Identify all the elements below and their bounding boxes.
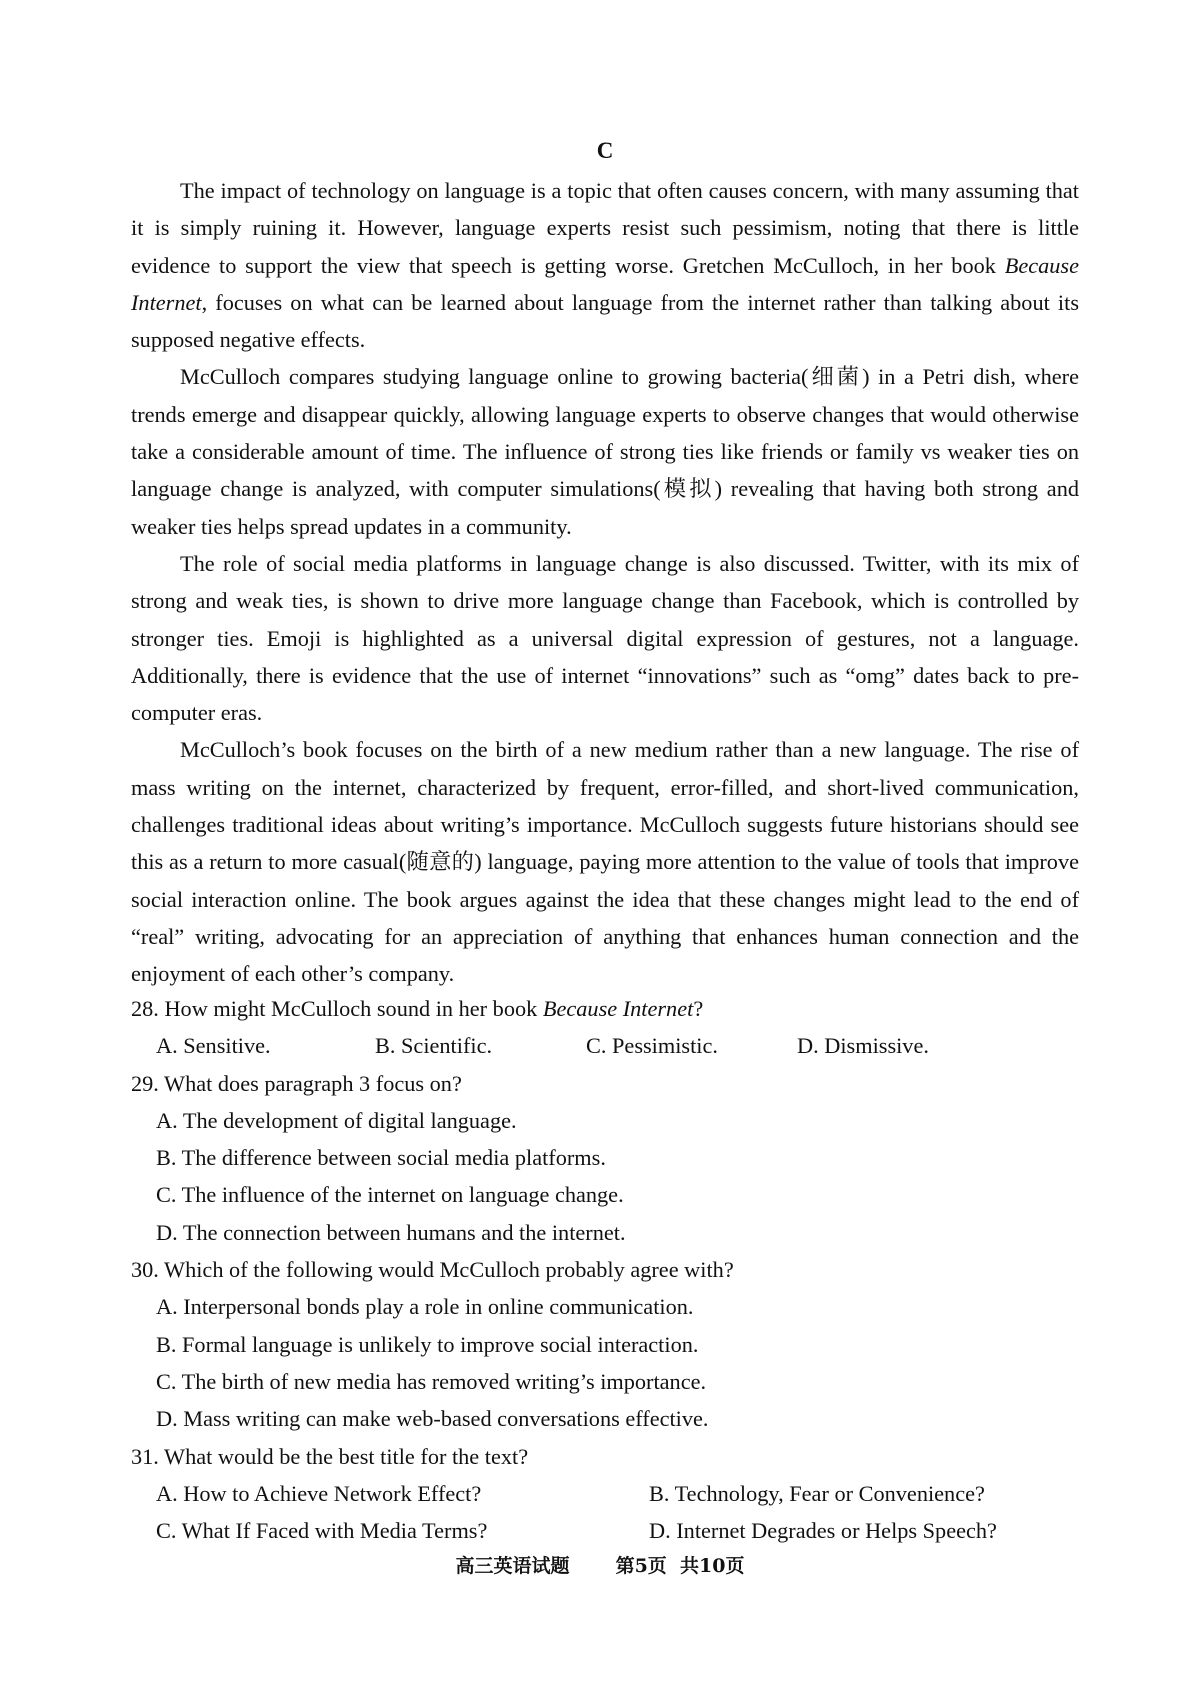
question-list — [131, 990, 1079, 1549]
question-29 — [131, 1065, 1079, 1251]
section-heading: C — [596, 138, 614, 163]
option-d[interactable]: D. Internet Degrades or Helps Speech? — [649, 1518, 997, 1544]
option-a[interactable]: A. Interpersonal bonds play a role in online communication. — [156, 1294, 694, 1320]
question-28-book-title: Because Internet — [542, 996, 694, 1021]
question-29-options — [131, 1102, 1079, 1251]
option-b[interactable]: B. Scientific. — [375, 1033, 493, 1059]
option-a[interactable]: A. The development of digital language. — [156, 1107, 517, 1133]
exam-name: 高三英语试题 — [455, 1555, 570, 1577]
option-d[interactable]: D. The connection between humans and the internet. — [156, 1219, 626, 1245]
question-28 — [131, 990, 1079, 1065]
page-number: 第5页 共10页 — [615, 1555, 745, 1577]
option-b[interactable]: B. Technology, Fear or Convenience? — [649, 1480, 985, 1506]
passage-paragraph-3: The role of social media platforms in language change is also discussed. Twitter, with its mix of strong and weak ties, is shown to drive more language change than Facebook, which is controlled by stronger ties. Emoji is highlighted as a universal digital expression of gestures, not a language. Additionally, there is evidence that the use of internet “innovations” such as “omg” dates back to pre-computer eras. — [131, 550, 1079, 726]
option-a[interactable]: A. Sensitive. — [156, 1033, 271, 1059]
paragraph-1-text-b: , focuses on what can be learned about language from the internet rather than talking about its supposed negative effects. — [131, 289, 1079, 353]
passage-paragraph-4: McCulloch’s book focuses on the birth of a new medium rather than a new language. The rise of mass writing on the internet, characterized by frequent, error-filled, and short-lived communication, challenges traditional ideas about writing’s importance. McCulloch suggests future historians should see this as a return to more casual(随意的) language, paying more attention to the value of tools that improve social interaction online. The book argues against the idea that these changes might lead to the end of “real” writing, advocating for an appreciation of anything that enhances human connection and the enjoyment of each other’s company. — [131, 737, 1079, 987]
option-b[interactable]: B. The difference between social media platforms. — [156, 1145, 606, 1171]
question-28-options — [131, 1027, 1079, 1064]
question-30 — [131, 1251, 1079, 1437]
paragraph-1-text-a: The impact of technology on language is a topic that often causes concern, with many assuming that it is simply ruining it. However, language experts resist such pessimism, noting that there is little evidence to support the view that speech is getting worse. Gretchen McCulloch, in her book — [131, 178, 1079, 278]
question-28-stem — [131, 990, 1079, 1027]
question-29-stem: 29. What does paragraph 3 focus on? — [131, 1070, 462, 1096]
question-31 — [131, 1438, 1079, 1550]
page-footer — [0, 1553, 1200, 1579]
question-31-stem: 31. What would be the best title for the text? — [131, 1443, 529, 1469]
passage-paragraph-2: McCulloch compares studying language online to growing bacteria(细菌) in a Petri dish, where trends emerge and disappear quickly, allowing language experts to observe changes that would otherwise take a considerable amount of time. The influence of strong ties like friends or family vs weaker ties on language change is analyzed, with computer simulations(模拟) revealing that having both strong and weaker ties helps spread updates in a community. — [131, 364, 1079, 539]
reading-passage — [131, 172, 1079, 993]
option-c[interactable]: C. Pessimistic. — [586, 1033, 718, 1059]
question-28-stem-text: 28. How might McCulloch sound in her book — [131, 996, 543, 1021]
question-30-stem: 30. Which of the following would McCulloch probably agree with? — [131, 1257, 734, 1283]
option-c[interactable]: C. The birth of new media has removed writing’s importance. — [156, 1368, 707, 1394]
option-d[interactable]: D. Mass writing can make web-based conversations effective. — [156, 1406, 709, 1432]
option-b[interactable]: B. Formal language is unlikely to improve social interaction. — [156, 1331, 699, 1357]
option-d[interactable]: D. Dismissive. — [797, 1033, 929, 1059]
option-a[interactable]: A. How to Achieve Network Effect? — [156, 1480, 482, 1506]
option-c[interactable]: C. What If Faced with Media Terms? — [156, 1518, 488, 1544]
passage-paragraph-1 — [131, 172, 1079, 358]
book-title: Because Internet — [131, 252, 1079, 315]
question-28-stem-end: ? — [693, 996, 704, 1021]
option-c[interactable]: C. The influence of the internet on language change. — [156, 1182, 624, 1208]
question-31-options — [131, 1475, 1079, 1550]
question-30-options — [131, 1288, 1079, 1437]
